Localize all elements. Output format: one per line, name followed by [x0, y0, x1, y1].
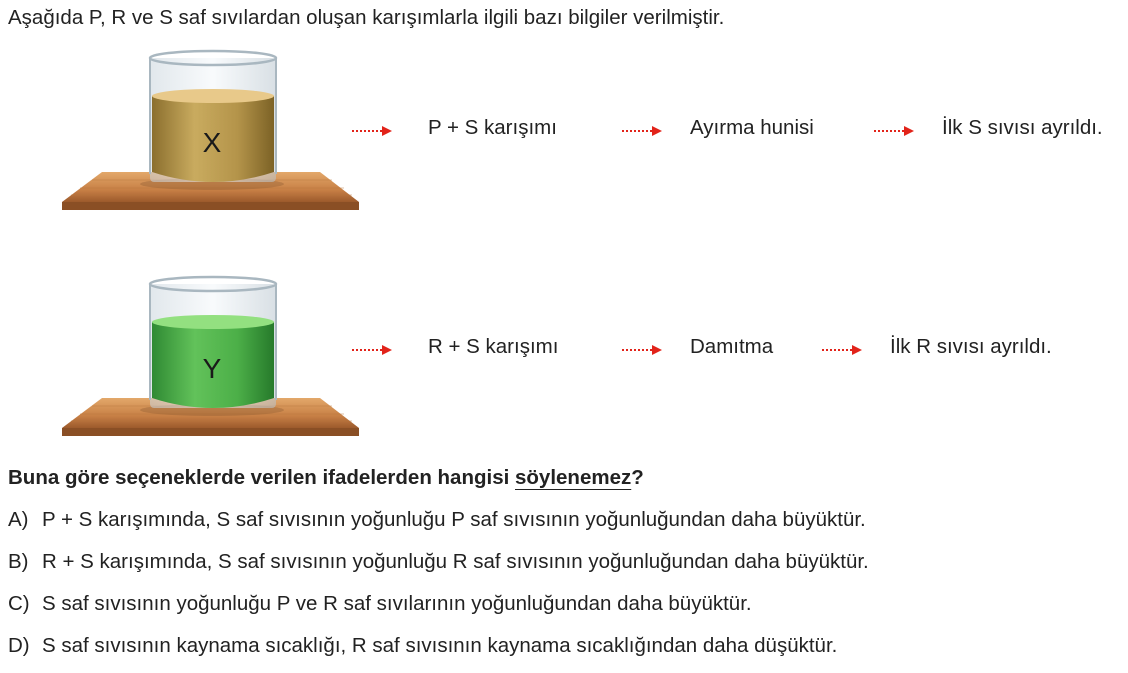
- dotted-arrow-icon: [622, 344, 662, 356]
- option-letter: D): [8, 634, 30, 657]
- option-text: S saf sıvısının yoğunluğu P ve R saf sıvılarının yoğunluğundan daha büyüktür.: [42, 592, 752, 615]
- result-label: İlk R sıvısı ayrıldı.: [890, 335, 1052, 358]
- question-prefix: Buna göre seçeneklerde verilen ifadelerden hangisi: [8, 466, 515, 489]
- mixture-label: P + S karışımı: [428, 116, 557, 139]
- beaker-y-label: Y: [202, 353, 222, 384]
- answer-option-c[interactable]: [8, 592, 752, 616]
- question-suffix: ?: [631, 466, 644, 489]
- option-letter: B): [8, 550, 29, 573]
- dotted-arrow-icon: [352, 344, 392, 356]
- dotted-arrow-icon: [622, 125, 662, 137]
- method-label: Ayırma hunisi: [690, 116, 814, 139]
- result-label: İlk S sıvısı ayrıldı.: [942, 116, 1103, 139]
- answer-option-a[interactable]: [8, 508, 866, 532]
- process-row-y: [0, 335, 1128, 365]
- beaker-x-label: X: [202, 127, 222, 158]
- answer-option-d[interactable]: [8, 634, 837, 658]
- process-row-x: [0, 116, 1128, 146]
- option-letter: C): [8, 592, 30, 615]
- question-text: [8, 466, 644, 490]
- option-text: S saf sıvısının kaynama sıcaklığı, R saf sıvısının kaynama sıcaklığından daha düşüktür.: [42, 634, 838, 657]
- answer-option-b[interactable]: [8, 550, 869, 574]
- dotted-arrow-icon: [874, 125, 914, 137]
- option-text: R + S karışımında, S saf sıvısının yoğunluğu R saf sıvısının yoğunluğundan daha büyüktür.: [42, 550, 869, 573]
- question-emphasis: söylenemez: [515, 466, 632, 489]
- option-letter: A): [8, 508, 29, 531]
- method-label: Damıtma: [690, 335, 774, 358]
- option-text: P + S karışımında, S saf sıvısının yoğunluğu P saf sıvısının yoğunluğundan daha büyüktür.: [42, 508, 866, 531]
- mixture-label: R + S karışımı: [428, 335, 559, 358]
- dotted-arrow-icon: [352, 125, 392, 137]
- intro-text: Aşağıda P, R ve S saf sıvılardan oluşan karışımlarla ilgili bazı bilgiler verilmiştir.: [8, 6, 725, 29]
- dotted-arrow-icon: [822, 344, 862, 356]
